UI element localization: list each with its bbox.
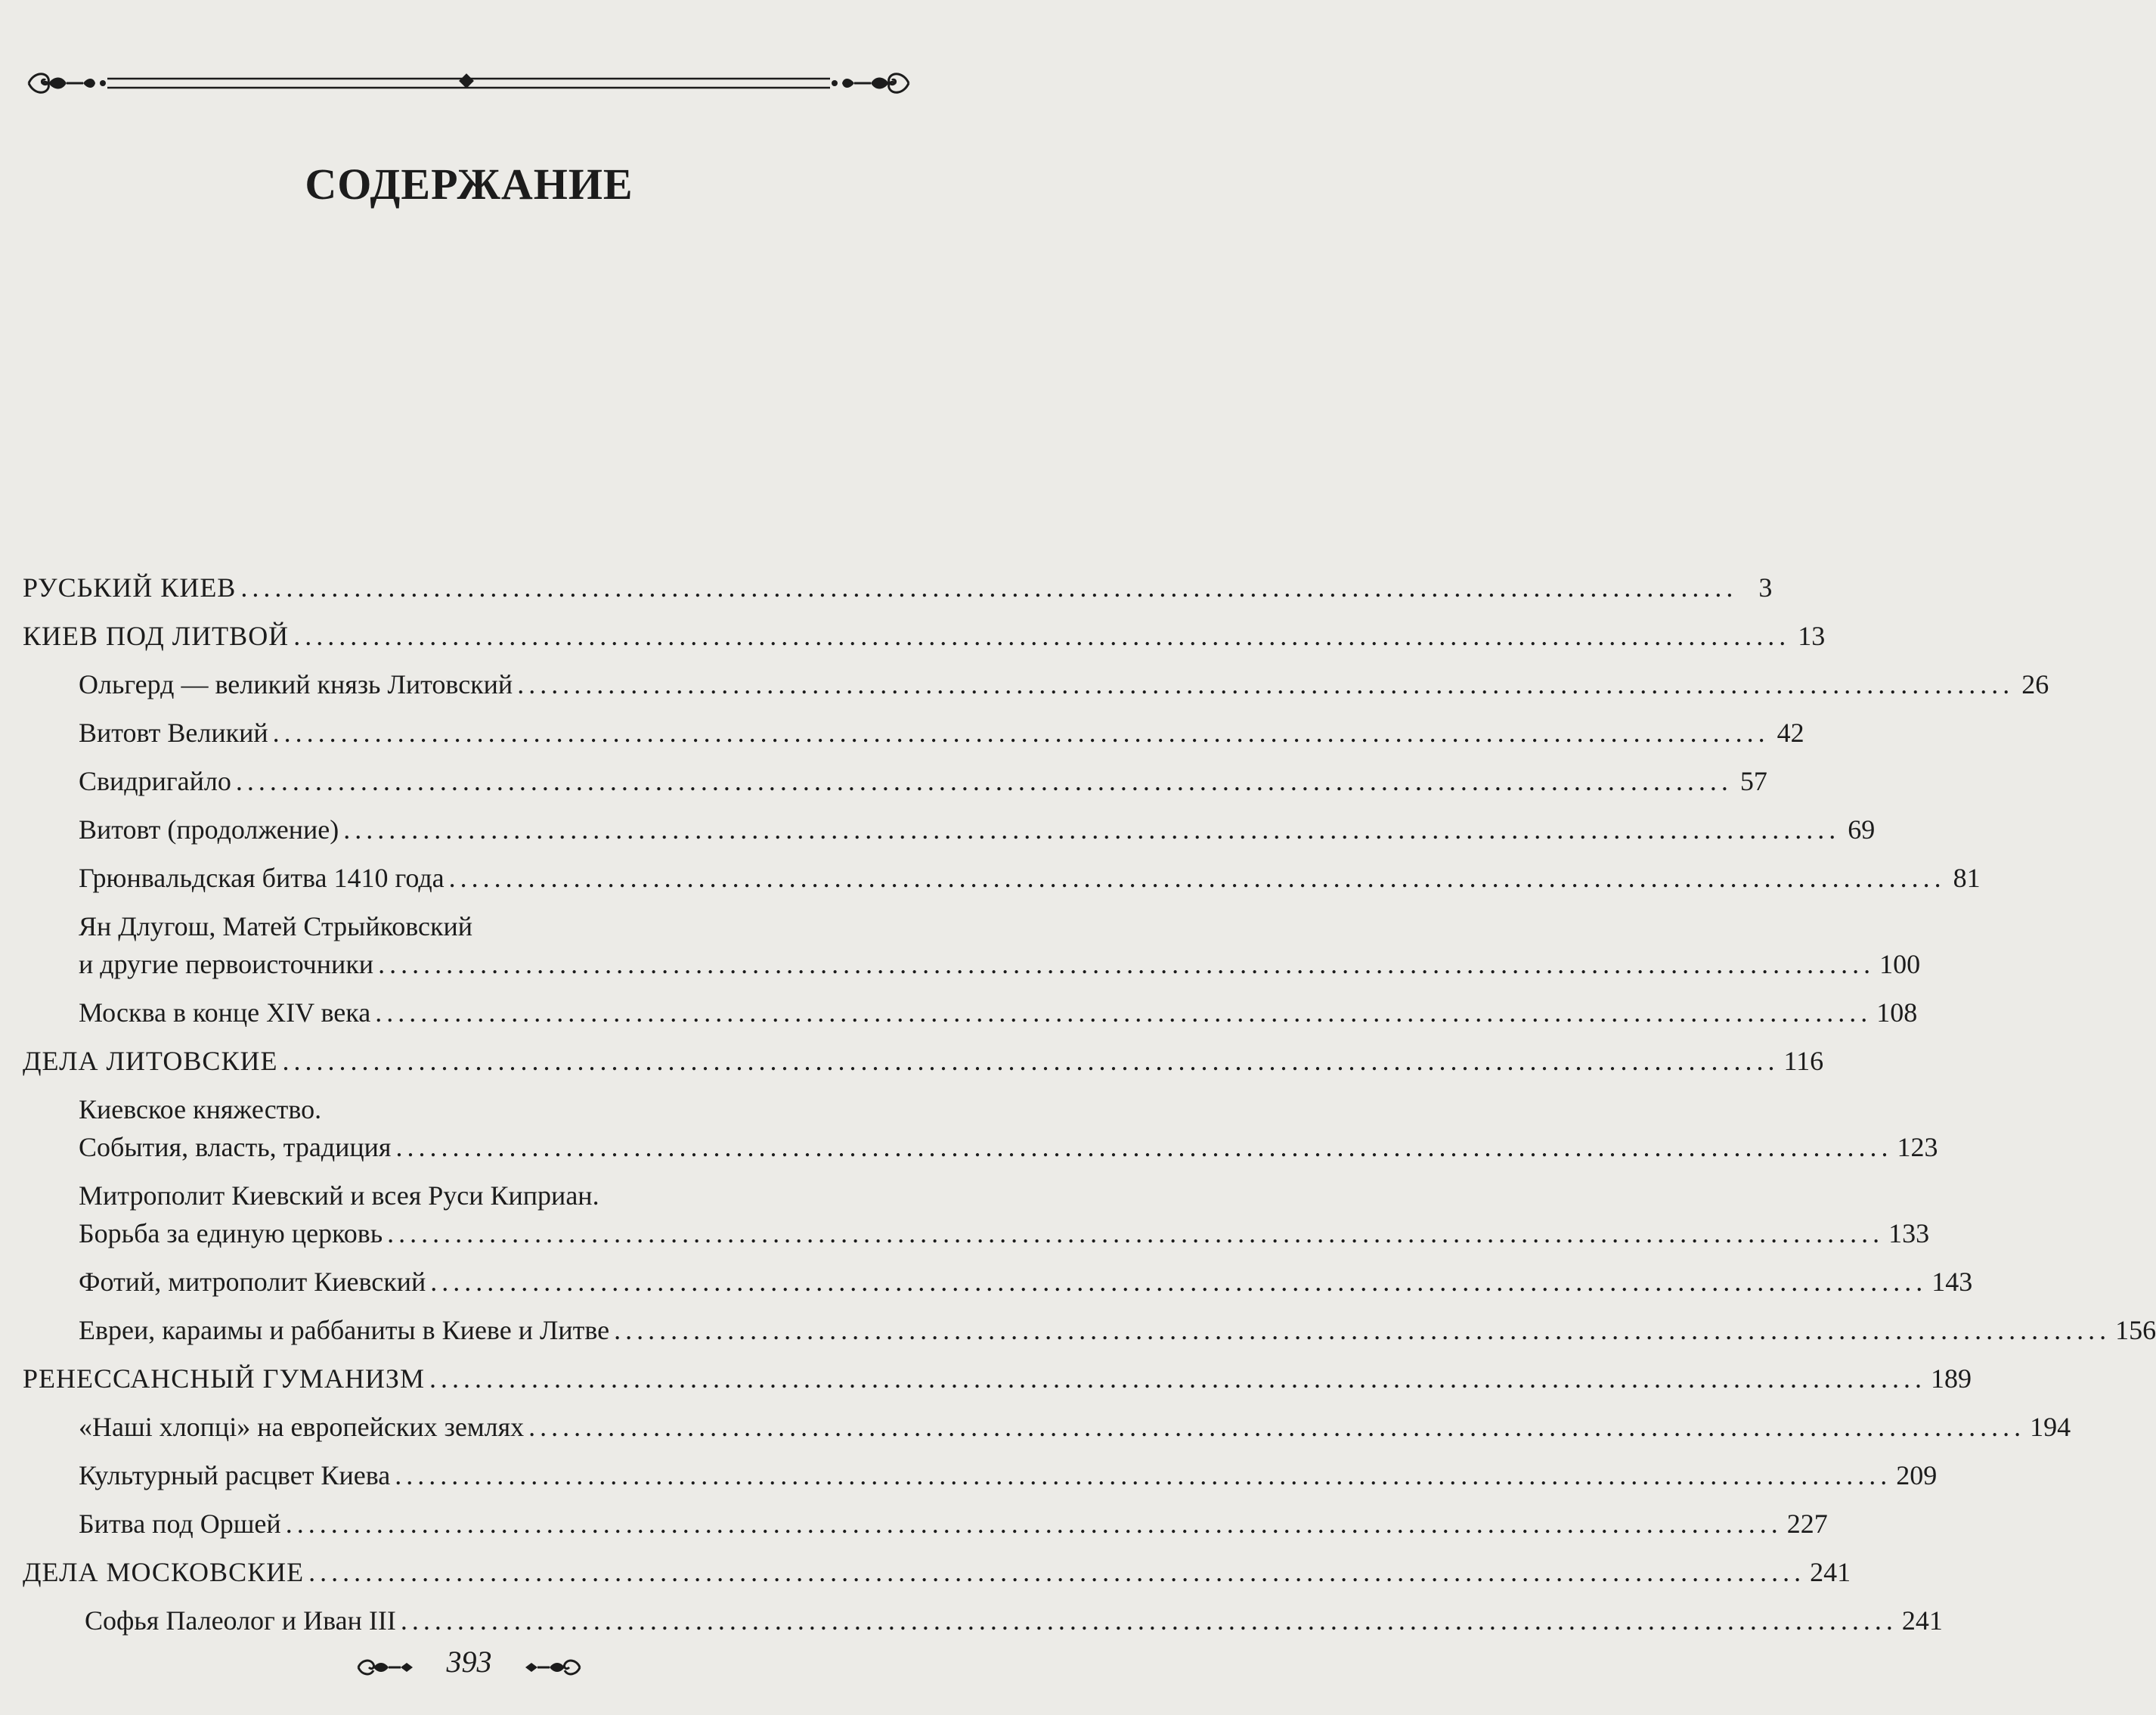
toc-entry-page: 194 <box>2030 1412 2071 1442</box>
leader-dots: .................................................................................................................................... <box>395 1132 1893 1162</box>
leader-dots: .................................................................................................................................... <box>308 1557 1806 1587</box>
leader-dots: .................................................................................................................................... <box>387 1218 1885 1248</box>
toc-entry-title-line1: Киевское княжество. <box>79 1094 322 1124</box>
toc-entry-section[interactable] <box>23 994 1918 1031</box>
ornamental-header-rule <box>23 53 915 113</box>
leader-dots: .................................................................................................................................... <box>528 1412 2026 1442</box>
toc-entry-title-line1: Митрополит Киевский и всея Руси Киприан. <box>79 1180 599 1211</box>
leader-dots: .................................................................................................................................... <box>343 814 1841 845</box>
flourish-left-icon <box>29 74 106 93</box>
leader-dots: .................................................................................................................................... <box>235 766 1733 796</box>
leader-dots: .................................................................................................................................... <box>272 718 1770 748</box>
toc-entry-title: Москва в конце XIV века <box>79 997 371 1028</box>
toc-entry-title: РУСЬКИЙ КИЕВ <box>23 572 237 603</box>
toc-entry-section[interactable] <box>23 1177 1930 1252</box>
toc-entry-page: 189 <box>1930 1363 1972 1394</box>
toc-entry-page: 26 <box>2021 669 2049 699</box>
toc-entry-page: 133 <box>1888 1218 1930 1248</box>
toc-entry-page: 69 <box>1848 814 1876 845</box>
toc-entry-title: Грюнвальдская битва 1410 года <box>79 863 445 893</box>
toc-entry-title: ДЕЛА ЛИТОВСКИЕ <box>23 1046 278 1076</box>
toc-entry-page: 116 <box>1783 1046 1824 1076</box>
leader-dots: .................................................................................................................................... <box>282 1046 1780 1076</box>
toc-entry-title: ДЕЛА МОСКОВСКИЕ <box>23 1557 305 1587</box>
toc-entry-section[interactable] <box>23 859 1981 897</box>
toc-entry-section[interactable] <box>23 714 1804 752</box>
toc-entry-chapter[interactable] <box>23 1553 1851 1591</box>
table-of-contents <box>23 569 2156 1639</box>
toc-entry-title: Битва под Оршей <box>79 1509 281 1539</box>
toc-entry-page: 100 <box>1879 949 1921 979</box>
leader-dots: .................................................................................................................................... <box>395 1460 1892 1490</box>
toc-entry-title: Фотий, митрополит Киевский <box>79 1267 426 1297</box>
toc-entry-page: 42 <box>1777 718 1804 748</box>
toc-entry-title: КИЕВ ПОД ЛИТВОЙ <box>23 621 290 651</box>
toc-entry-title: Витовт (продолжение) <box>79 814 339 845</box>
toc-entry-section[interactable] <box>23 1311 2156 1349</box>
toc-entry-title: Борьба за единую церковь <box>79 1218 383 1248</box>
flourish-right-icon <box>832 74 909 93</box>
toc-entry-page: 108 <box>1876 997 1918 1028</box>
toc-entry-page: 13 <box>1798 621 1826 651</box>
leader-dots: .................................................................................................................................... <box>517 669 2015 699</box>
toc-entry-chapter[interactable] <box>23 1360 1972 1397</box>
toc-entry-section[interactable] <box>23 762 1767 800</box>
toc-entry-title: Евреи, караимы и раббаниты в Киеве и Литве <box>79 1315 610 1345</box>
toc-entry-section[interactable] <box>23 1602 1943 1639</box>
page-number: 393 <box>446 1645 492 1679</box>
toc-entry-page: 123 <box>1897 1132 1938 1162</box>
leader-dots: .................................................................................................................................... <box>430 1267 1928 1297</box>
leader-dots: .................................................................................................................................... <box>375 997 1873 1028</box>
leader-dots: .................................................................................................................................... <box>614 1315 2111 1345</box>
toc-entry-section[interactable] <box>23 811 1876 848</box>
toc-entry-chapter[interactable] <box>23 569 1773 606</box>
leader-dots: .................................................................................................................................... <box>240 572 1738 603</box>
leader-dots: .................................................................................................................................... <box>448 863 1946 893</box>
leader-dots: .................................................................................................................................... <box>400 1605 1897 1636</box>
toc-entry-section[interactable] <box>23 1090 1938 1166</box>
toc-entry-section[interactable] <box>23 1456 1938 1494</box>
center-diamond-icon <box>459 73 474 88</box>
toc-entry-title: События, власть, традиция <box>79 1132 392 1162</box>
toc-entry-title: Софья Палеолог и Иван III <box>85 1605 396 1636</box>
toc-entry-title: Свидригайло <box>79 766 231 796</box>
toc-entry-page: 227 <box>1786 1509 1828 1539</box>
toc-entry-title: РЕНЕССАНСНЫЙ ГУМАНИЗМ <box>23 1363 425 1394</box>
toc-entry-page: 143 <box>1931 1267 1973 1297</box>
toc-entry-section[interactable] <box>23 1408 2071 1446</box>
leader-dots: .................................................................................................................................... <box>378 949 1876 979</box>
toc-entry-page: 241 <box>1901 1605 1943 1636</box>
toc-entry-page: 81 <box>1953 863 1981 893</box>
toc-entry-page: 156 <box>2115 1315 2156 1345</box>
toc-entry-section[interactable] <box>23 1505 1828 1543</box>
toc-entry-section[interactable] <box>23 907 1921 983</box>
toc-entry-section[interactable] <box>23 665 2049 703</box>
toc-entry-title: Витовт Великий <box>79 718 268 748</box>
toc-entry-title: Культурный расцвет Киева <box>79 1460 391 1490</box>
leader-dots: .................................................................................................................................... <box>285 1509 1783 1539</box>
toc-entry-page: 57 <box>1739 766 1767 796</box>
leader-dots: .................................................................................................................................... <box>293 621 1791 651</box>
toc-entry-title: и другие первоисточники <box>79 949 374 979</box>
toc-entry-page: 241 <box>1810 1557 1851 1587</box>
toc-entry-chapter[interactable] <box>23 1042 1824 1080</box>
page-title: СОДЕРЖАНИЕ <box>305 160 633 209</box>
toc-entry-title-line1: Ян Длугош, Матей Стрыйковский <box>79 911 473 941</box>
toc-entry-section[interactable] <box>23 1263 1973 1301</box>
toc-entry-page: 3 <box>1758 572 1773 603</box>
toc-entry-title: «Наші хлопці» на европейских землях <box>79 1412 525 1442</box>
toc-entry-page: 209 <box>1896 1460 1938 1490</box>
toc-entry-chapter[interactable] <box>23 617 1826 655</box>
leader-dots: .................................................................................................................................... <box>429 1363 1926 1394</box>
toc-entry-title: Ольгерд — великий князь Литовский <box>79 669 513 699</box>
